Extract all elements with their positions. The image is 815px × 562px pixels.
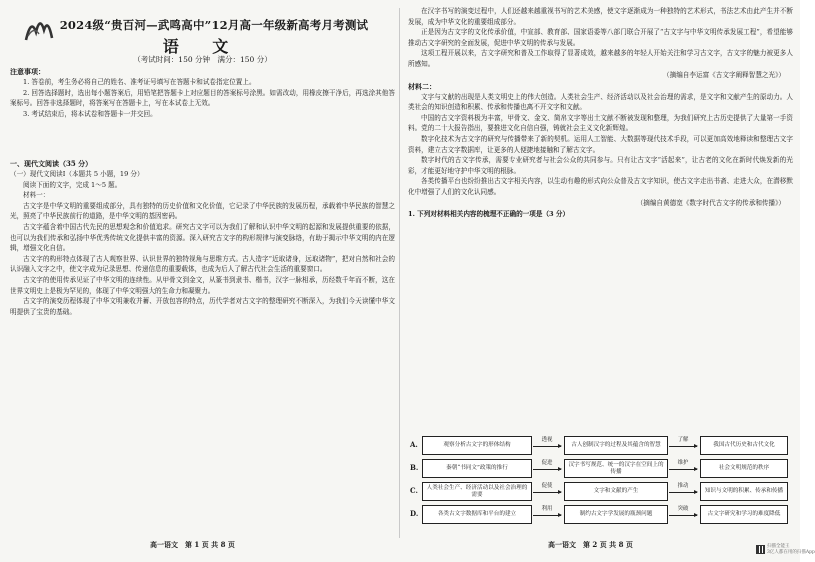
page-two [408, 6, 793, 538]
material-two-title: 材料二： [408, 81, 436, 91]
paragraph: 中国的古文字资料极为丰富，甲骨文、金文、简帛文字等出土文献不断被发现和整理，为我们研究上古历史提供了大量第一手资料。党的二十大报告指出，要推进文化自信自强，铸就社会主义文化新辉煌。 [408, 113, 793, 133]
arrow-icon [533, 446, 561, 447]
arrow-icon [533, 492, 561, 493]
diagram-box: 人类社会生产、经济活动以及社会治理的需要 [422, 482, 532, 501]
paragraph: 古文字的构形特点体现了古人观察世界、认识世界的独特视角与思维方式。古人造字“近取诸身，远取诸物”，把对自然和社会的认识融入文字之中，使文字成为记录思想、传递信息的重要载体，也成为后人了解古代社会生活的重要窗口。 [10, 254, 395, 274]
notes-block [10, 66, 395, 119]
note-item: 3. 考试结束后，将本试卷和答题卡一并交回。 [23, 109, 157, 118]
option-c[interactable] [408, 482, 793, 502]
page-one [10, 6, 395, 538]
qr-code-icon [756, 545, 765, 554]
source-citation: （摘编自黄德宽《数字时代古文字的传承和传播》） [636, 198, 785, 207]
option-d[interactable] [408, 505, 793, 525]
diagram-box: 古文字研究和学习的难度降低 [700, 505, 788, 524]
exam-title: 2024级“贵百河—武鸣高中”12月高一年级新高考月考测试 [59, 18, 369, 32]
paragraph: 在汉字书写的演变过程中，人们还越来越重视书写的艺术美感，使文字逐渐成为一种独特的艺术形式，书法艺术由此产生并不断发展，成为中华文化的重要组成部分。 [408, 7, 793, 26]
arrow-label: 透视 [541, 437, 553, 443]
arrow-icon [533, 469, 561, 470]
paragraph: 正是因为古文字的文化传承价值，中宣部、教育部、国家语委等八部门联合开展了“古文字与中华文明传承发展工程”，希望能够推动古文字研究的全面发展，促进中华文明的传承与发展。 [408, 28, 793, 47]
arrow-label: 了解 [677, 437, 689, 443]
arrow-icon [669, 515, 697, 516]
diagram-box: 社会文明规范的秩序 [700, 459, 788, 478]
page-footer-left: 高一语文 第 1 页 共 8 页 [150, 540, 235, 549]
section-one [10, 158, 395, 317]
option-letter: A. [410, 440, 418, 449]
option-b[interactable] [408, 459, 793, 479]
diagram-box: 制约古文字学发展的瓶颈问题 [564, 505, 668, 524]
note-item: 1. 答卷前，考生务必将自己的姓名、准考证号填写在答题卡和试卷指定位置上。 [23, 78, 256, 86]
diagram-box: 知识与文明的积累、传承和传播 [700, 482, 788, 501]
option-letter: D. [410, 509, 419, 518]
arrow-label: 维护 [677, 460, 689, 466]
arrow-label: 利用 [541, 506, 553, 512]
note-item: 2. 回答选择题时，选出每小题答案后，用铅笔把答题卡上对应题目的答案标号涂黑。如需改动，用橡皮擦干净后，再选涂其他答案标号。回答非选择题时，将答案写在答题卡上，写在本试卷上无效。 [10, 88, 395, 108]
paragraph: 古文字的使用传承见证了中华文明的连续性。从甲骨文到金文，从篆书到隶书、楷书，汉字一脉相承，历经数千年而不断，这在世界文明史上是极为罕见的，体现了中华文明强大的生命力和凝聚力。 [10, 275, 395, 295]
diagram-box: 我国古代历史和古代文化 [700, 436, 788, 455]
arrow-label: 突破 [677, 506, 689, 512]
exam-info: （考试时间：150 分钟 满分：150 分） [133, 55, 272, 64]
sub-heading: （一）现代文阅读Ⅰ（本题共 5 小题，19 分） [10, 170, 144, 178]
paragraph: 古文字的演变历程体现了中华文明兼收并蓄、开放包容的特点，历代学者对古文字的整理研究不断深入，为我们今天读懂中华文明提供了宝贵的基础。 [10, 297, 395, 316]
page-divider [399, 8, 400, 538]
arrow-label: 促进 [541, 460, 553, 466]
scanner-tagline: 3亿人都在用的扫描App [767, 550, 815, 555]
paragraph: 数字时代的古文字传承，需要专业研究者与社会公众的共同参与。只有让古文字“活起来”，让古老的文化在新时代焕发新的光彩，才能更好地守护中华文明的根脉。 [408, 156, 793, 175]
paragraph: 古文字是中华文明的重要组成部分，具有独特的历史价值和文化价值，它记录了中华民族的发展历程，承载着中华民族的智慧之光，照亮了中华民族前行的道路，是中华文明的基因密码。 [10, 201, 395, 221]
notes-heading: 注意事项： [10, 67, 45, 76]
paragraph: 各类传播平台也纷纷推出古文字相关内容，以生动有趣的形式向公众普及古文字知识，使古文字走出书斋、走进大众，在潜移默化中增强了人们的文化认同感。 [408, 177, 793, 196]
scanner-app-name: 扫描全能王 [767, 544, 790, 549]
arrow-icon [533, 515, 561, 516]
arrow-icon [669, 469, 697, 470]
question-one: 1. 下列对材料相关内容的梳理不正确的一项是（3 分） [408, 209, 570, 218]
option-letter: C. [410, 486, 418, 495]
subject-title: 语 文 [162, 37, 243, 56]
option-letter: B. [410, 463, 419, 472]
diagram-box: 秦朝“书同文”政策的推行 [422, 459, 532, 478]
diagram-box: 各类古文字数据库和平台的建立 [422, 505, 532, 524]
paragraph: 古文字蕴含着中国古代先民的思想观念和价值追求。研究古文字可以为我们了解和认识中华文明的起源和发展提供重要的依据，也可以为我们传承和弘扬中华优秀传统文化提供丰富的资源。深入研究古文字的构形规律与演变脉络，有助于揭示中华文明的内在逻辑，增强文化自信。 [10, 222, 395, 253]
arrow-icon [669, 446, 697, 447]
source-citation: （摘编自李运富《古文字阐释智慧之光》） [663, 70, 785, 79]
diagram-box: 文字和文献的产生 [564, 482, 668, 501]
material-one-title: 材料一： [23, 191, 50, 200]
instruction: 阅读下面的文字，完成 1～5 题。 [23, 180, 122, 189]
right-text [408, 6, 793, 219]
scanner-watermark [756, 544, 815, 556]
paragraph: 数字化技术为古文字的研究与传播带来了新的契机。运用人工智能、大数据等现代技术手段，可以更加高效地释读和整理古文字资料，建立古文字数据库，让更多的人便捷地接触和了解古文字。 [408, 134, 793, 154]
arrow-label: 促使 [541, 483, 553, 489]
option-a[interactable] [408, 436, 793, 456]
diagram-box: 古人创制汉字的过程及其蕴含的智慧 [564, 436, 668, 455]
page-footer-right: 高一语文 第 2 页 共 8 页 [548, 540, 633, 549]
option-diagram [408, 436, 793, 528]
paragraph: 文字与文献的出现是人类文明史上的伟大创造。人类社会生产、经济活动以及社会治理的需求，是文字和文献产生的原动力。人类社会的知识创造和积累、传承和传播也离不开文字和文献。 [408, 92, 793, 112]
diagram-box: 观察分析古文字的形体结构 [422, 436, 532, 455]
section-heading: 一、现代文阅读（35 分） [10, 159, 93, 168]
paragraph: 这项工程开展以来，古文字研究和普及工作取得了显著成效，越来越多的年轻人开始关注和学习古文字，古文字的魅力被更多人所感知。 [408, 49, 793, 68]
arrow-icon [669, 492, 697, 493]
diagram-box: 汉字书写规范、统一的汉字在空间上的传播 [564, 459, 668, 478]
arrow-label: 推动 [677, 483, 689, 489]
